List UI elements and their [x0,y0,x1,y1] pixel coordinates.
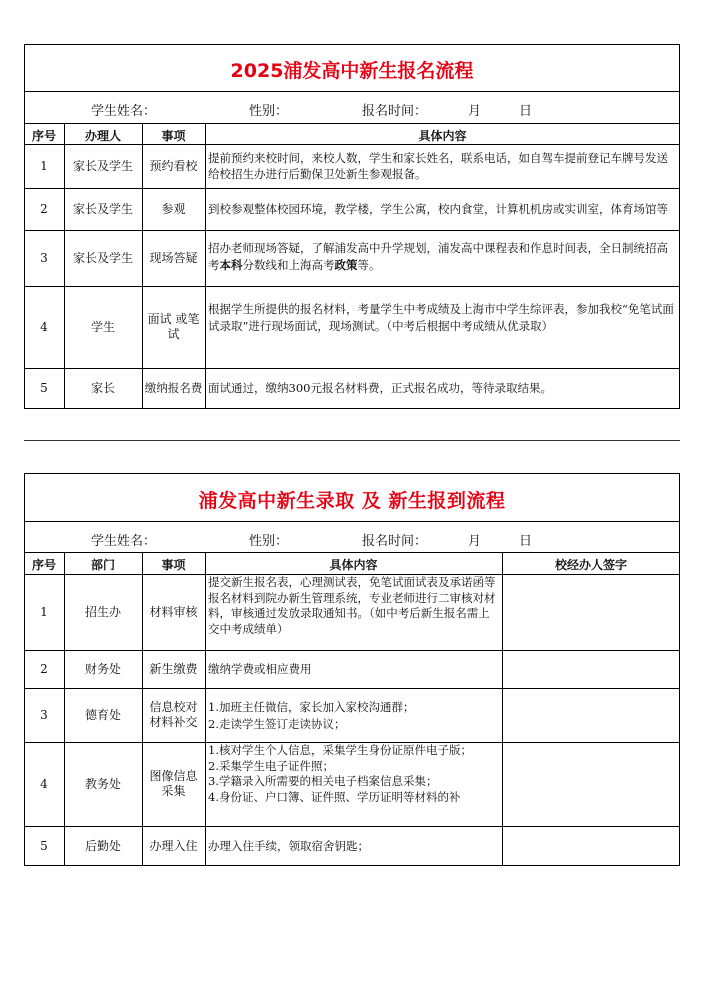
row-no: 4 [40,319,48,334]
row-no: 3 [40,250,48,265]
row-no: 1 [40,158,48,173]
bold-policy: 政策 [334,257,358,272]
row-item: 现场答疑 [149,250,198,265]
gender-label: 性别： [249,104,289,119]
row-item: 办理入住 [149,838,198,853]
gender-label: 性别： [249,534,289,549]
student-name-label: 学生姓名： [91,104,157,119]
row-item: 参观 [161,201,186,216]
content-line: 2.走读学生签订走读协议； [208,717,346,731]
day-label: 日 [519,534,533,549]
row-handler: 家长及学生 [72,158,133,173]
row-content [205,188,680,230]
content-line: 4.身份证、户口簿、证件照、学历证明等材料的补 [208,789,461,804]
signature-cell[interactable] [503,743,679,825]
row-no: 2 [40,661,48,676]
registration-time-label: 报名时间： [362,104,428,119]
signature-cell[interactable] [503,651,679,687]
row-content [205,743,502,825]
row-content-text: 办理入住手续，领取宿舍钥匙； [208,838,369,853]
row-content [205,650,502,688]
header-sign: 校经办人签字 [554,558,627,572]
row-content [205,240,680,273]
day-label: 日 [519,104,533,119]
signature-cell[interactable] [503,575,679,649]
bold-undergrad: 本科 [219,257,243,272]
row-handler: 家长及学生 [72,250,133,265]
row-dept: 后勤处 [84,838,121,853]
header-content: 具体内容 [329,558,378,572]
row-handler: 家长 [90,381,115,395]
row-dept: 招生办 [84,604,121,619]
row-item: 图像信息采集 [149,769,198,798]
header-no: 序号 [31,558,56,572]
row-content-text: 提交新生报名表，心理测试表，免笔试面试表及承诺函等报名材料到院办新生管理系统，专业老师进行二审核对材料，审核通过发放录取通知书。（如中考后新生报名需上交中考成绩单） [208,575,496,636]
row-handler: 家长及学生 [72,201,133,216]
row-no: 2 [40,201,48,216]
header-item: 事项 [161,129,186,143]
student-name-label: 学生姓名： [91,534,157,549]
row-content-text: 面试通过，缴纳300元报名材料费，正式报名成功，等待录取结果。 [208,381,552,396]
row-content [205,826,502,866]
header-dept: 部门 [90,558,115,572]
row-content [205,301,680,334]
header-item: 事项 [161,558,186,572]
row-no: 5 [40,838,48,853]
content-line: 2.采集学生电子证件照； [208,758,334,773]
month-label: 月 [468,534,482,549]
content-line: 1.加班主任微信，家长加入家校沟通群； [208,700,415,714]
row-handler: 学生 [90,319,115,334]
section-title: 浦发高中新生录取 及 新生报到流程 [198,490,506,512]
month-label: 月 [468,104,482,119]
row-no: 3 [40,707,48,722]
section-divider [24,440,680,441]
row-no: 5 [40,381,48,395]
row-content-text: 根据学生所提供的报名材料，考量学生中考成绩及上海市中学生综评表，参加我校“免笔试面试录取”进行现场面试，现场测试。（中考后根据中考成绩从优录取） [208,302,674,333]
row-item: 预约看校 [149,158,198,173]
row-dept: 财务处 [84,661,121,676]
row-content-text: 招办老师现场答疑，了解浦发高中升学规划，浦发高中课程表和作息时间表，全日制统招高考 [208,241,668,272]
content-line: 3.学籍录入所需要的相关电子档案信息采集； [208,774,438,788]
row-item: 缴纳报名费 [144,381,203,395]
row-content [205,144,680,188]
row-content [205,575,502,637]
content-line: 1.核对学生个人信息，采集学生身份证原件电子版； [208,743,472,757]
row-no: 4 [40,776,48,791]
row-content-text: 分数线和上海高考 [242,257,335,272]
row-item: 面试 或笔试 [147,312,200,341]
row-content-text: 等。 [357,257,381,272]
row-dept: 教务处 [84,776,121,791]
row-item: 新生缴费 [149,661,198,676]
header-content: 具体内容 [418,129,467,143]
registration-time-label: 报名时间： [362,534,428,549]
row-content-text: 到校参观整体校园环境，教学楼，学生公寓，校内食堂，计算机机房或实训室，体育场馆等 [208,201,668,216]
row-content [205,368,680,409]
header-no: 序号 [31,129,56,143]
row-no: 1 [40,604,48,619]
row-item: 信息校对材料补交 [149,700,198,729]
row-content-text: 缴纳学费或相应费用 [208,661,312,676]
signature-cell[interactable] [503,689,679,741]
page-title: 2025浦发高中新生报名流程 [230,60,474,82]
row-dept: 德育处 [84,707,121,722]
row-content [205,699,502,733]
row-item: 材料审核 [149,604,198,619]
header-handler: 办理人 [84,129,121,143]
signature-cell[interactable] [503,827,679,865]
row-content-text: 提前预约来校时间，来校人数，学生和家长姓名，联系电话，如自驾车提前登记车牌号发送给校招生办进行后勤保卫处新生参观报备。 [208,150,668,181]
